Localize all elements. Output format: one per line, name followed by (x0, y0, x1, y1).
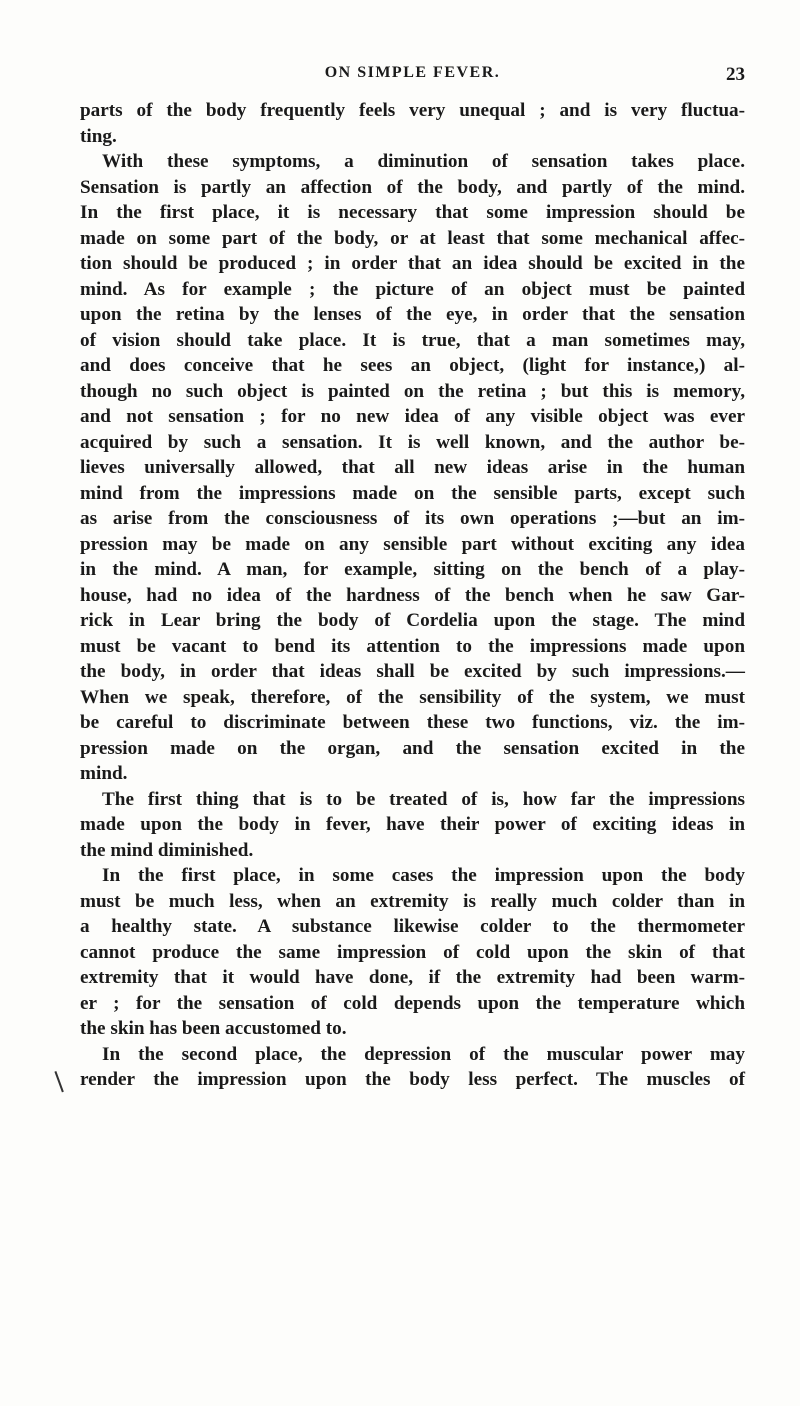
text-line: upon the retina by the lenses of the eye, in order that the sensation (80, 304, 745, 325)
text-line: made upon the body in fever, have their power of exciting ideas in (80, 814, 745, 835)
text-line: er ; for the sensation of cold depends upon the temperature which (80, 992, 745, 1014)
text-line: When we speak, therefore, of the sensibility of the system, we must (80, 686, 745, 708)
text-line: and not sensation ; for no new idea of any visible object was ever (80, 406, 745, 427)
text-line: made on some part of the body, or at least that some mechanical affec- (80, 227, 745, 249)
margin-pencil-mark (54, 1070, 67, 1093)
text-line: parts of the body frequently feels very unequal ; and is very fluctua- (80, 100, 745, 121)
text-line: a healthy state. A substance likewise colder to the thermometer (80, 916, 745, 937)
text-line: extremity that it would have done, if the extremity had been warm- (80, 967, 745, 988)
text-line: In the first place, in some cases the impression upon the body (102, 865, 745, 886)
text-line: though no such object is painted on the retina ; but this is memory, (80, 380, 745, 402)
text-line: be careful to discriminate between these two functions, viz. the im- (80, 712, 745, 733)
text-line: must be vacant to bend its attention to the impressions made upon (80, 635, 745, 657)
text-line: With these symptoms, a diminution of sensation takes place. (102, 151, 745, 172)
text-line: In the second place, the depression of the muscular power may (102, 1043, 745, 1065)
text-line: as arise from the consciousness of its own operations ;—but an im- (80, 508, 745, 529)
text-line: In the first place, it is necessary that some impression should be (80, 202, 745, 223)
text-line: render the impression upon the body less perfect. The muscles of (80, 1069, 745, 1090)
text-line: of vision should take place. It is true, that a man sometimes may, (80, 329, 745, 351)
text-line: in the mind. A man, for example, sitting on the bench of a play- (80, 559, 745, 580)
text-line: house, had no idea of the hardness of the bench when he saw Gar- (80, 584, 745, 606)
text-line: pression made on the organ, and the sensation excited in the (80, 737, 745, 759)
text-line: cannot produce the same impression of cold upon the skin of that (80, 941, 745, 963)
text-line: ting. (80, 125, 117, 147)
text-line: pression may be made on any sensible part without exciting any idea (80, 533, 745, 555)
text-line: mind. (80, 763, 128, 784)
text-line: the skin has been accustomed to. (80, 1018, 347, 1039)
text-line: The first thing that is to be treated of is, how far the impressions (102, 788, 745, 810)
text-line: must be much less, when an extremity is really much colder than in (80, 890, 745, 912)
text-line: mind. As for example ; the picture of an object must be painted (80, 278, 745, 300)
text-line: acquired by such a sensation. It is well known, and the author be- (80, 431, 745, 453)
page-number: 23 (726, 64, 745, 85)
text-line: tion should be produced ; in order that an idea should be excited in the (80, 253, 745, 274)
text-line: the mind diminished. (80, 839, 254, 861)
text-line: and does conceive that he sees an object, (light for instance,) al- (80, 355, 745, 376)
text-line: Sensation is partly an affection of the body, and partly of the mind. (80, 176, 745, 198)
running-head (80, 64, 745, 92)
text-line: lieves universally allowed, that all new ideas arise in the human (80, 457, 745, 478)
text-line: mind from the impressions made on the sensible parts, except such (80, 482, 745, 504)
body-text (80, 98, 745, 1093)
text-line: rick in Lear bring the body of Cordelia upon the stage. The mind (80, 610, 745, 631)
text-line: the body, in order that ideas shall be excited by such impressions.— (80, 661, 745, 682)
running-title: ON SIMPLE FEVER. (324, 64, 501, 81)
